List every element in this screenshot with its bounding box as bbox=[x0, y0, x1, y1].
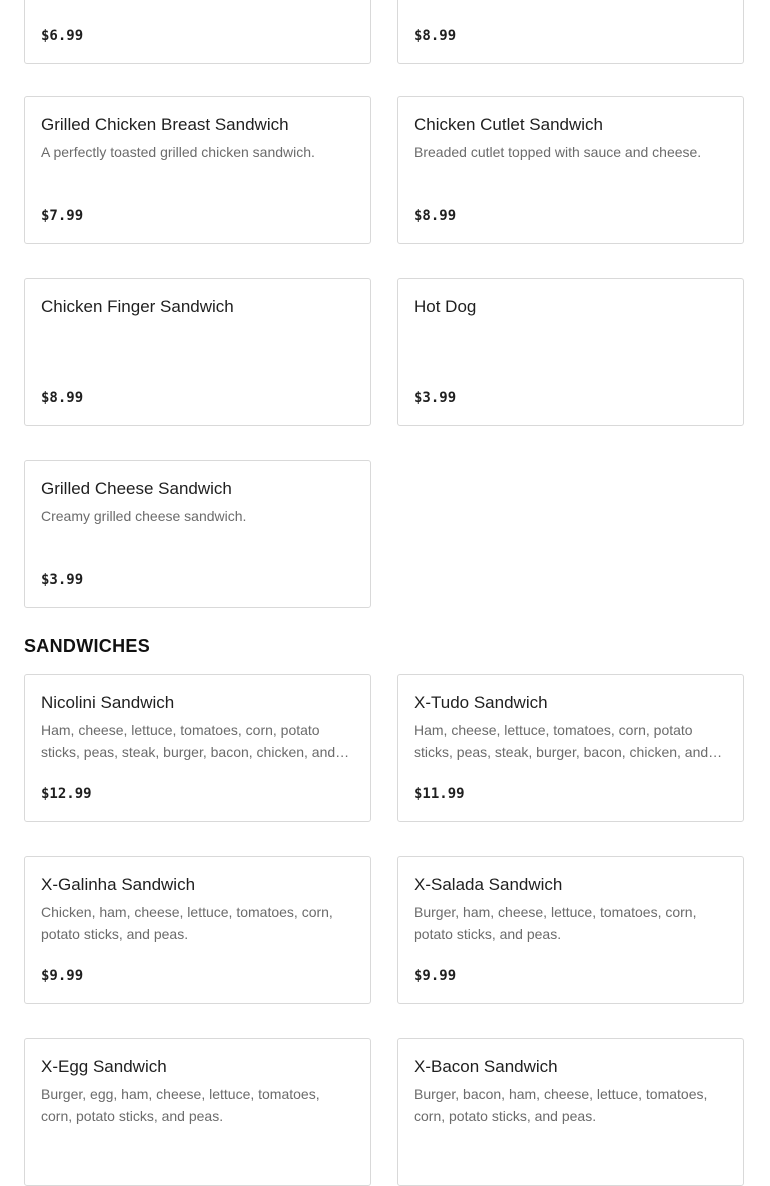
menu-item-price: $6.99 bbox=[41, 28, 84, 44]
menu-item-name: Grilled Chicken Breast Sandwich bbox=[41, 115, 289, 134]
menu-item-name: X-Tudo Sandwich bbox=[414, 693, 548, 712]
menu-item-price: $9.99 bbox=[41, 968, 84, 984]
menu-item-name: Grilled Cheese Sandwich bbox=[41, 479, 232, 498]
menu-item-description: Breaded cutlet topped with sauce and cheese. bbox=[414, 144, 702, 160]
menu-item-card[interactable] bbox=[24, 278, 371, 426]
menu-item-card[interactable] bbox=[397, 278, 744, 426]
menu-item-price: $3.99 bbox=[414, 390, 457, 406]
menu-item-name: Chicken Cutlet Sandwich bbox=[414, 115, 603, 134]
menu-item-description: Burger, ham, cheese, lettuce, tomatoes, corn, potato sticks, and peas. bbox=[414, 904, 697, 942]
section-title: SANDWICHES bbox=[24, 636, 151, 656]
menu-item-name: X-Egg Sandwich bbox=[41, 1057, 167, 1076]
menu-item-price: $9.99 bbox=[414, 968, 457, 984]
menu-item-card[interactable] bbox=[24, 0, 371, 64]
menu-item-card[interactable] bbox=[24, 460, 371, 608]
menu-item-price: $8.99 bbox=[414, 208, 457, 224]
menu-item-name: X-Bacon Sandwich bbox=[414, 1057, 558, 1076]
menu-item-price: $11.99 bbox=[414, 786, 465, 802]
menu-item-price: $8.99 bbox=[41, 390, 84, 406]
menu-item-name: Hot Dog bbox=[414, 297, 477, 316]
menu-item-card[interactable] bbox=[397, 674, 744, 822]
menu-item-description: Chicken, ham, cheese, lettuce, tomatoes, corn, potato sticks, and peas. bbox=[41, 904, 333, 942]
menu-item-name: Chicken Finger Sandwich bbox=[41, 297, 234, 316]
menu-item-card[interactable] bbox=[24, 674, 371, 822]
menu-item-price: $12.99 bbox=[41, 786, 92, 802]
menu-item-name: Nicolini Sandwich bbox=[41, 693, 175, 712]
menu-item-description: Ham, cheese, lettuce, tomatoes, corn, potato sticks, peas, steak, burger, bacon, chicken, and… bbox=[414, 722, 723, 760]
menu-item-card[interactable] bbox=[397, 1038, 744, 1186]
menu-item-card[interactable] bbox=[397, 0, 744, 64]
menu-item-card[interactable] bbox=[24, 856, 371, 1004]
menu-item-description: A perfectly toasted grilled chicken sandwich. bbox=[41, 144, 315, 160]
menu-item-description: Ham, cheese, lettuce, tomatoes, corn, potato sticks, peas, steak, burger, bacon, chicken, and… bbox=[41, 722, 350, 760]
menu-item-card[interactable] bbox=[397, 96, 744, 244]
menu-item-price: $8.99 bbox=[414, 28, 457, 44]
menu-item-description: Creamy grilled cheese sandwich. bbox=[41, 508, 247, 524]
menu-item-price: $3.99 bbox=[41, 572, 84, 588]
menu-item-card[interactable] bbox=[24, 96, 371, 244]
menu-item-price: $7.99 bbox=[41, 208, 84, 224]
menu-item-name: X-Salada Sandwich bbox=[414, 875, 563, 894]
menu-item-name: X-Galinha Sandwich bbox=[41, 875, 196, 894]
menu-item-card[interactable] bbox=[24, 1038, 371, 1186]
menu-item-description: Burger, egg, ham, cheese, lettuce, tomatoes, corn, potato sticks, and peas. bbox=[41, 1086, 320, 1124]
menu-item-card[interactable] bbox=[397, 856, 744, 1004]
menu-item-description: Burger, bacon, ham, cheese, lettuce, tomatoes, corn, potato sticks, and peas. bbox=[414, 1086, 708, 1124]
